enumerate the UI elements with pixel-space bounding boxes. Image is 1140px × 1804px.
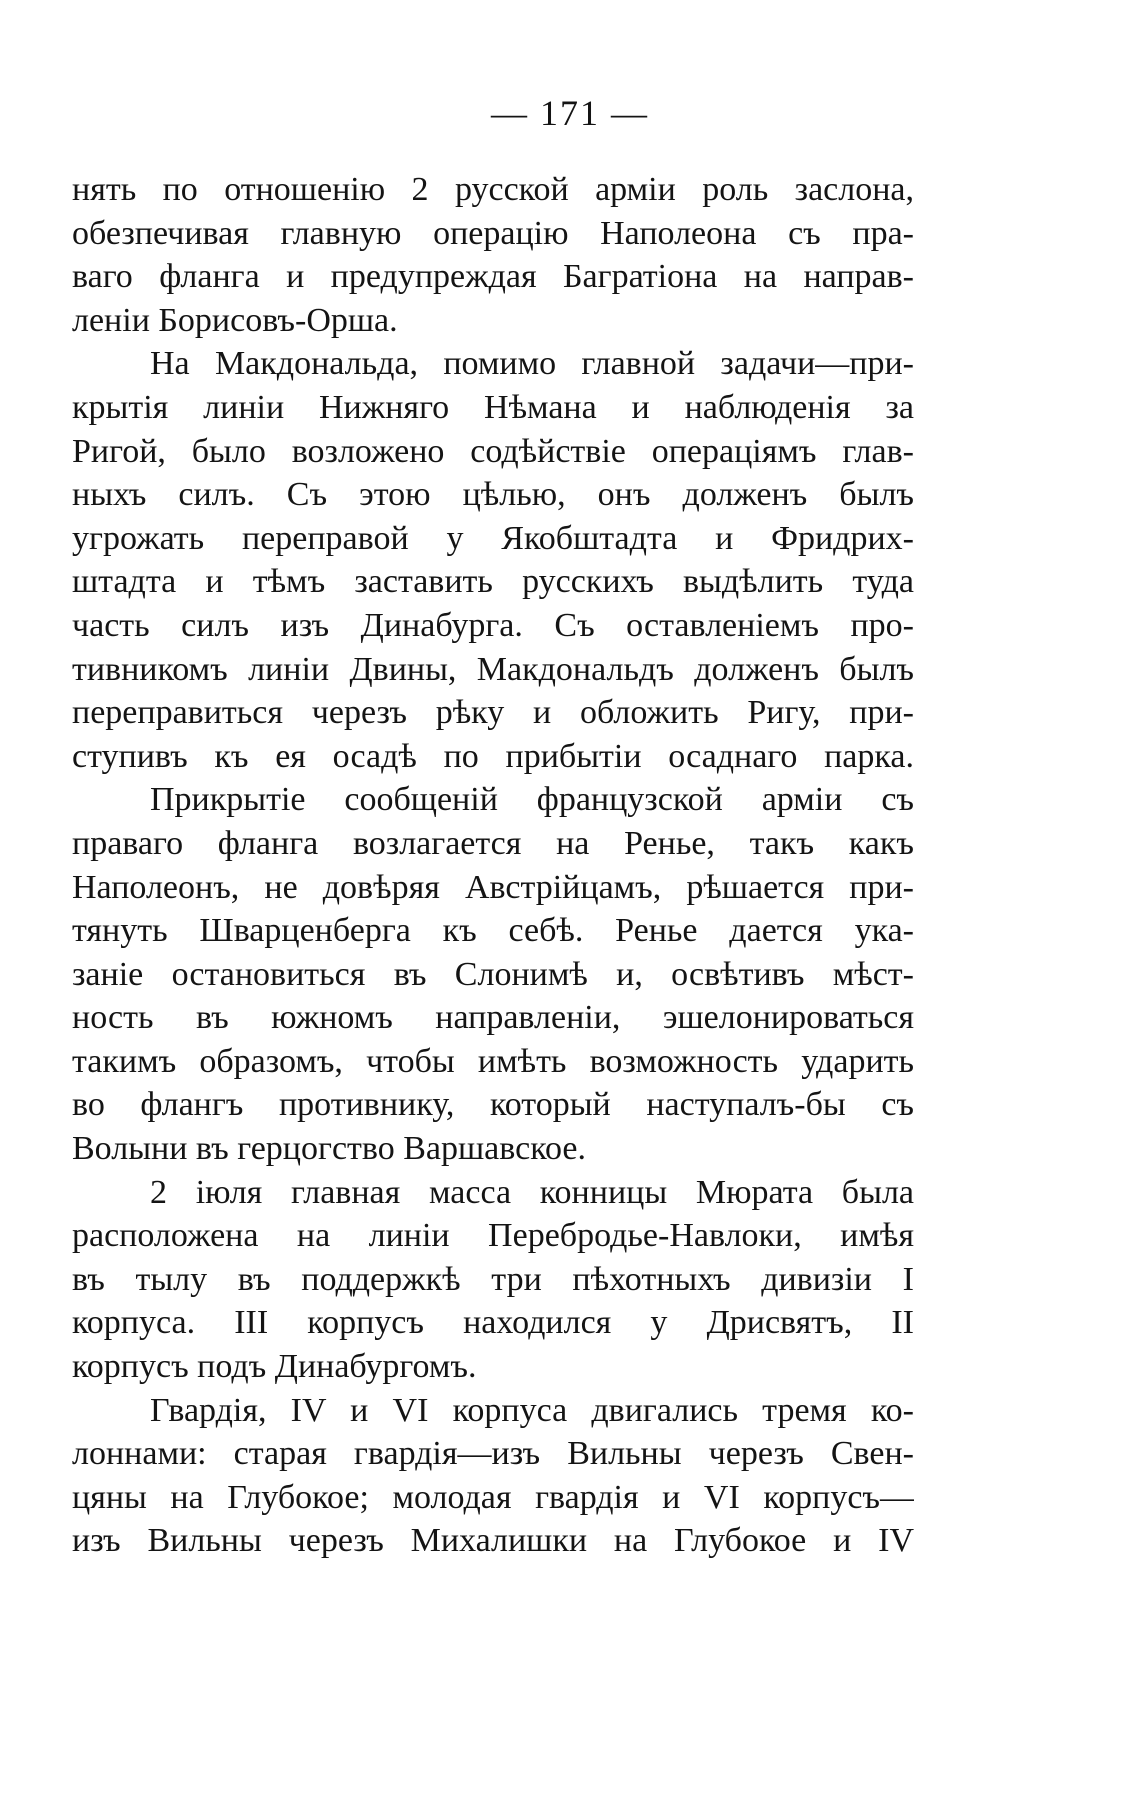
text-line: такимъ образомъ, чтобы имѣть возможность ударить — [72, 1042, 914, 1080]
text-line: тивникомъ линіи Двины, Макдональдъ долженъ былъ — [72, 650, 914, 688]
text-line: угрожать переправой у Якобштадта и Фридрих- — [72, 519, 914, 557]
text-line: крытія линіи Нижняго Нѣмана и наблюденія за — [72, 388, 914, 426]
paragraph-5 — [72, 1389, 914, 1563]
text-line: корпусъ подъ Динабургомъ. — [72, 1348, 477, 1386]
text-line: Гвардія, IV и VI корпуса двигались тремя ко- — [150, 1391, 914, 1429]
text-line: леніи Борисовъ-Орша. — [72, 301, 398, 339]
paragraph-4 — [72, 1171, 914, 1389]
text-line: во флангъ противнику, который наступалъ-бы съ — [72, 1086, 914, 1124]
text-line: ваго фланга и предупреждая Багратіона на направ- — [72, 258, 914, 296]
text-line: 2 іюля главная масса конницы Мюрата была — [150, 1173, 914, 1211]
body-text — [72, 168, 914, 1563]
text-line: тянуть Шварценберга къ себѣ. Ренье дается ука- — [72, 912, 914, 950]
text-line: изъ Вильны черезъ Михалишки на Глубокое и IV — [72, 1522, 914, 1560]
text-line: нять по отношенію 2 русской арміи роль заслона, — [72, 171, 914, 208]
paragraph-2 — [72, 342, 914, 778]
text-line: переправиться черезъ рѣку и обложить Ригу, при- — [72, 694, 914, 732]
text-line: Ригой, было возложено содѣйствіе операціямъ глав- — [72, 432, 914, 470]
text-line: ность въ южномъ направленіи, эшелонироваться — [72, 999, 914, 1037]
text-line: цяны на Глубокое; молодая гвардія и VI корпусъ— — [72, 1478, 914, 1516]
text-line: На Макдональда, помимо главной задачи—при- — [150, 345, 914, 383]
text-line: въ тылу въ поддержкѣ три пѣхотныхъ дивизіи I — [72, 1260, 914, 1298]
text-line: корпуса. III корпусъ находился у Дрисвятъ, II — [72, 1304, 914, 1342]
paragraph-3 — [72, 778, 914, 1170]
text-line: Наполеонъ, не довѣряя Австрійцамъ, рѣшается при- — [72, 868, 914, 906]
text-line: Прикрытіе сообщеній французской арміи съ — [150, 781, 914, 819]
text-line: Волыни въ герцогство Варшавское. — [72, 1130, 587, 1168]
text-line: расположена на линіи Перебродье-Навлоки, имѣя — [72, 1217, 914, 1255]
paragraph-1 — [72, 168, 914, 342]
text-line: часть силъ изъ Динабурга. Съ оставленіемъ про- — [72, 606, 914, 644]
text-line: лоннами: старая гвардія—изъ Вильны черезъ Свен- — [72, 1435, 914, 1473]
text-line: штадта и тѣмъ заставить русскихъ выдѣлить туда — [72, 563, 914, 601]
text-line: заніе остановиться въ Слонимѣ и, освѣтивъ мѣст- — [72, 955, 914, 993]
text-line: обезпечивая главную операцію Наполеона съ пра- — [72, 214, 914, 252]
text-line: ступивъ къ ея осадѣ по прибытіи осаднаго парка. — [72, 737, 914, 775]
text-line: праваго фланга возлагается на Ренье, такъ какъ — [72, 824, 914, 862]
page-number: — 171 — — [491, 93, 649, 133]
text-line: ныхъ силъ. Съ этою цѣлью, онъ долженъ былъ — [72, 476, 914, 514]
